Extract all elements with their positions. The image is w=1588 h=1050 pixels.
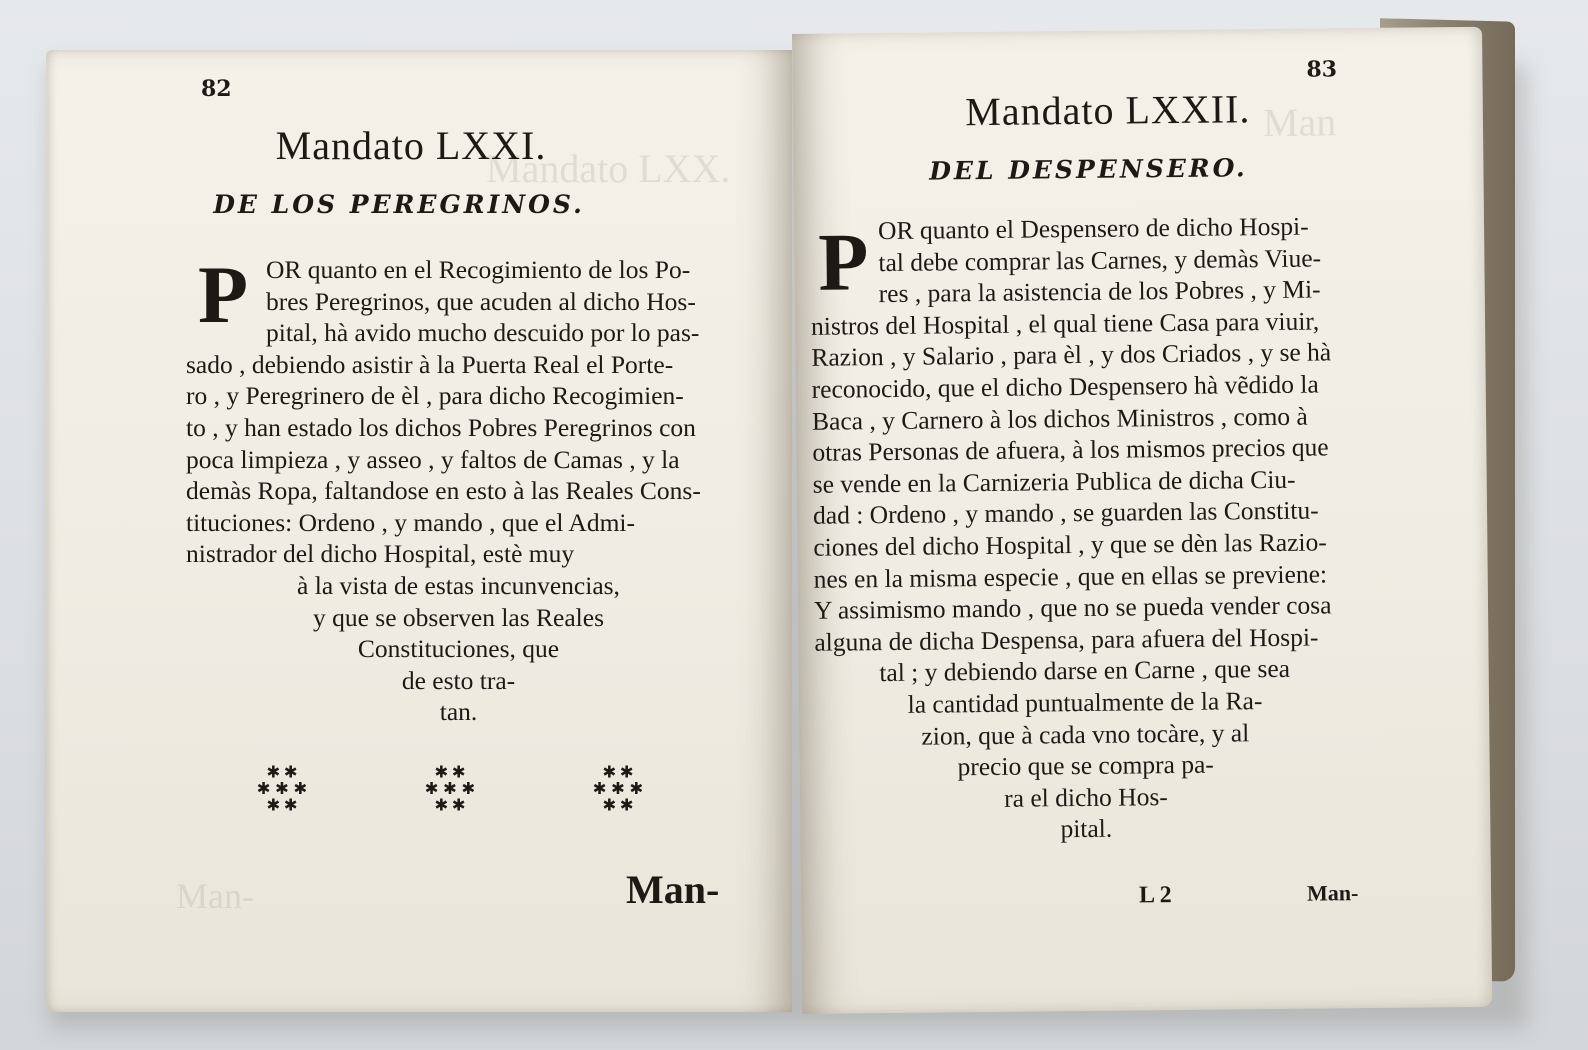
text-line: OR quanto el Despensero de dicho Hospi- (877, 211, 1309, 246)
text-line: to , y han estado los dichos Pobres Peregrinos con (186, 412, 696, 442)
page-title: Mandato LXXII. (965, 86, 1251, 135)
svg-text:✱: ✱ (443, 778, 457, 798)
section-title: DEL DESPENSERO. (929, 153, 1248, 186)
text-line: bres Peregrinos, que acuden al dicho Hos- (266, 286, 696, 316)
svg-text:✱: ✱ (256, 778, 271, 798)
text-line: la cantidad puntualmente de la Ra- (907, 686, 1263, 719)
text-line: nes en la misma especie , que en ellas se previene: (813, 558, 1328, 594)
text-line: à la vista de estas incunvencias, (297, 570, 620, 600)
show-through-text: Man- (176, 876, 254, 916)
section-title: DE LOS PEREGRINOS. (213, 190, 585, 219)
text-line: demàs Ropa, faltandose en esto à las Reales Cons- (186, 476, 701, 506)
svg-text:✱: ✱ (619, 795, 634, 815)
svg-text:✱: ✱ (266, 762, 281, 782)
text-line: tal debe comprar las Carnes, y demàs Viue- (878, 243, 1322, 277)
svg-text:✱: ✱ (434, 762, 449, 782)
text-line: res , para la asistencia de los Pobres , y Mi- (878, 274, 1321, 309)
show-through-text: Mandato LXX. (486, 146, 731, 191)
text-line: ciones del dicho Hospital , y que se dèn las Razio- (813, 527, 1327, 562)
drop-cap: P (198, 249, 249, 340)
star-ornament-icon (254, 762, 312, 820)
text-line: nistrador del dicho Hospital, estè muy (186, 539, 575, 569)
text-line: Constituciones, que (357, 634, 560, 664)
text-line: dad : Ordeno , y mando , se guarden las Constitu- (812, 495, 1319, 531)
signature-mark: L 2 (1138, 882, 1172, 909)
text-line: Razion , y Salario , para èl , y dos Criados , y se hà (811, 337, 1332, 373)
right-page (792, 27, 1492, 1014)
svg-text:✱: ✱ (451, 795, 466, 815)
svg-text:✱: ✱ (283, 762, 298, 782)
svg-text:✱: ✱ (461, 778, 476, 798)
text-line: se vende en la Carnizeria Publica de dicha Ciu- (812, 464, 1296, 499)
star-ornament-icon (590, 762, 648, 820)
text-line: Baca , y Carnero à los dichos Ministros , como à (811, 401, 1308, 436)
svg-text:✱: ✱ (602, 795, 617, 815)
text-line: alguna de dicha Despensa, para afuera del Hospi- (814, 622, 1319, 657)
svg-text:✱: ✱ (434, 795, 449, 815)
show-through-text: Man (1262, 99, 1337, 146)
left-page (46, 50, 792, 1012)
text-line: precio que se compra pa- (957, 749, 1214, 782)
svg-text:✱: ✱ (283, 795, 298, 815)
catchword: Man- (626, 867, 720, 912)
page-title: Mandato LXXI. (275, 123, 547, 168)
body-text (810, 210, 1357, 847)
text-line: OR quanto en el Recogimiento de los Po- (266, 255, 691, 284)
text-line: de esto tra- (401, 665, 516, 695)
svg-text:✱: ✱ (629, 778, 644, 798)
svg-text:✱: ✱ (602, 762, 617, 782)
svg-text:✱: ✱ (293, 778, 308, 798)
text-line: tal ; y debiendo darse en Carne , que sea (879, 654, 1291, 688)
text-line: zion, que à cada vno tocàre, y al (921, 717, 1250, 751)
text-line: tan. (439, 697, 478, 727)
svg-text:✱: ✱ (451, 762, 466, 782)
text-line: reconocido, que el dicho Despensero hà vẽdido la (811, 369, 1319, 404)
text-line: sado , debiendo asistir à la Puerta Real el Porte- (186, 349, 674, 379)
page-number: 82 (201, 76, 232, 102)
catchword: Man- (1306, 880, 1359, 906)
text-line: pital. (1060, 813, 1113, 844)
svg-text:✱: ✱ (611, 778, 625, 798)
svg-text:✱: ✱ (275, 778, 289, 798)
svg-text:✱: ✱ (266, 795, 281, 815)
star-ornament-icon (422, 762, 480, 820)
text-line: poca limpieza , y asseo , y faltos de Camas , y la (186, 444, 680, 474)
text-line: y que se observen las Reales (312, 602, 605, 632)
text-line: tituciones: Ordeno , y mando , que el Admi- (186, 507, 636, 537)
text-line: ra el dicho Hos- (1004, 781, 1168, 813)
text-line: otras Personas de afuera, à los mismos precios que (812, 432, 1329, 467)
svg-text:✱: ✱ (424, 778, 439, 798)
svg-text:✱: ✱ (592, 778, 607, 798)
text-line: Y assimismo mando , que no se pueda vender cosa (813, 590, 1332, 625)
page-number: 83 (1306, 56, 1338, 83)
ornament-row (254, 762, 648, 820)
text-line: pital, hà avido mucho descuido por lo pas- (266, 318, 700, 348)
text-line: nistros del Hospital , el qual tiene Casa para viuir, (810, 306, 1320, 341)
svg-text:✱: ✱ (619, 762, 634, 782)
drop-cap: P (817, 216, 869, 308)
text-line: ro , y Peregrinero de èl , para dicho Recogimien- (186, 381, 684, 411)
body-text (186, 249, 731, 728)
